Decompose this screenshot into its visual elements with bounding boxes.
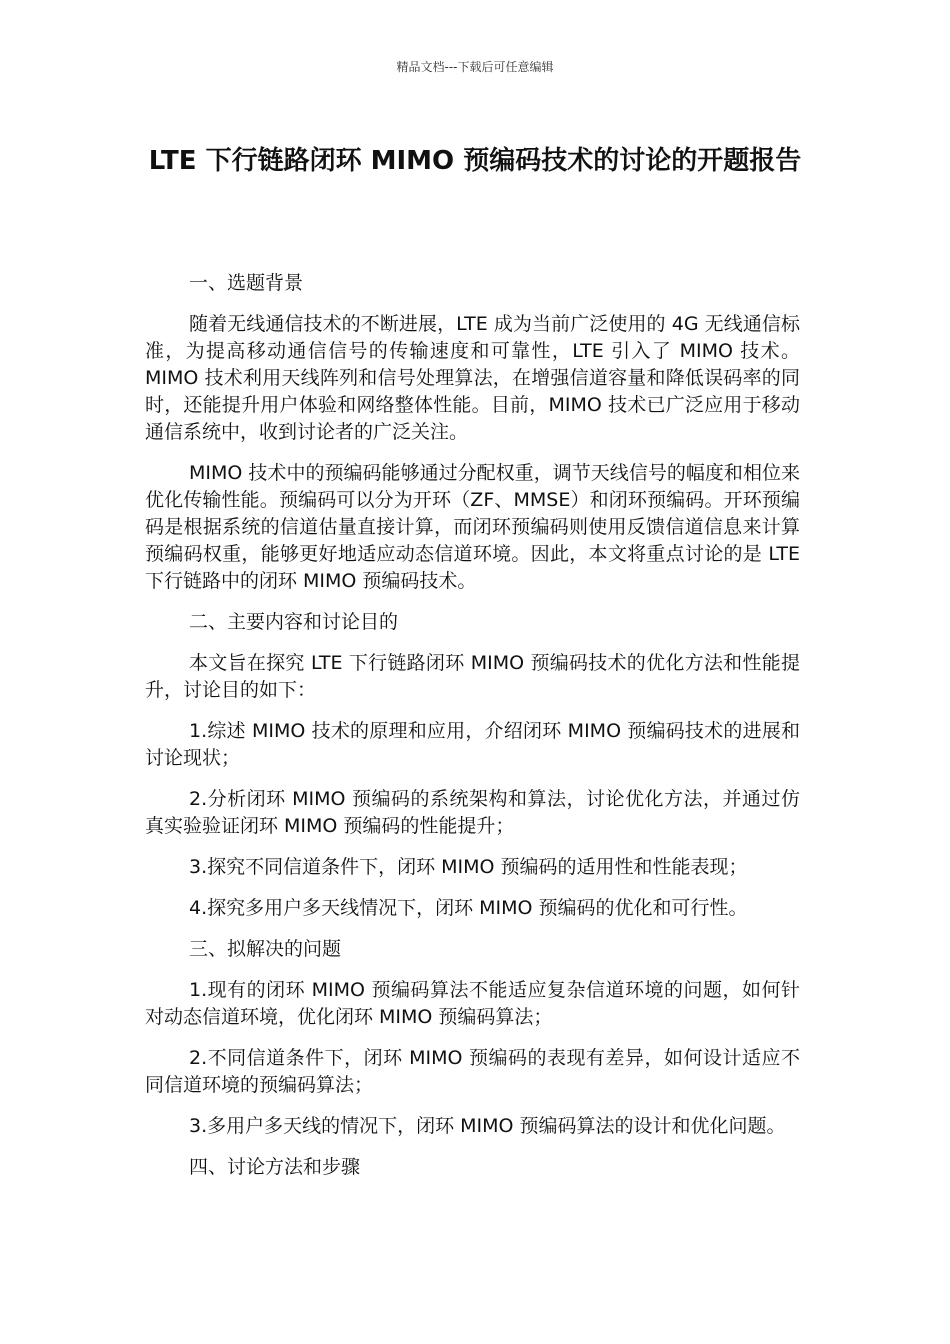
problem-item-2: 2.不同信道条件下，闭环 MIMO 预编码的表现有差异，如何设计适应不同信道环境的预编码算法； [145,1047,800,1096]
document-title: LTE 下行链路闭环 MIMO 预编码技术的讨论的开题报告 [148,146,802,176]
goal-item-4: 4.探究多用户多天线情况下，闭环 MIMO 预编码的优化和可行性。 [189,897,748,919]
problem-item-1: 1.现有的闭环 MIMO 预编码算法不能适应复杂信道环境的问题，如何针对动态信道环境，优化闭环 MIMO 预编码算法； [145,979,800,1028]
section-heading-content-goals: 二、主要内容和讨论目的 [189,611,399,633]
section-heading-problems: 三、拟解决的问题 [189,938,342,960]
goal-item-2: 2.分析闭环 MIMO 预编码的系统架构和算法，讨论优化方法，并通过仿真实验验证闭环 MIMO 预编码的性能提升； [145,788,800,837]
goal-item-3: 3.探究不同信道条件下，闭环 MIMO 预编码的适用性和性能表现； [189,856,748,878]
section-heading-methods: 四、讨论方法和步骤 [189,1156,361,1178]
paragraph-background-2: MIMO 技术中的预编码能够通过分配权重，调节天线信号的幅度和相位来优化传输性能。预编码可以分为开环（ZF、MMSE）和闭环预编码。开环预编码是根据系统的信道估量直接计算，而闭环预编码则使用反馈信道信息来计算预编码权重，能够更好地适应动态信道环境。因此，本文将重点讨论的是 LTE 下行链路中的闭环 MIMO 预编码技术。 [145,462,800,592]
goal-item-1: 1.综述 MIMO 技术的原理和应用，介绍闭环 MIMO 预编码技术的进展和讨论现状； [145,720,800,769]
document-body [145,270,800,1195]
section-heading-background: 一、选题背景 [189,272,304,294]
problem-item-3: 3.多用户多天线的情况下，闭环 MIMO 预编码算法的设计和优化问题。 [189,1115,786,1137]
paragraph-goals-intro: 本文旨在探究 LTE 下行链路闭环 MIMO 预编码技术的优化方法和性能提升，讨论目的如下： [145,652,800,701]
page-header-note: 精品文档---下载后可任意编辑 [396,60,554,74]
paragraph-background-1: 随着无线通信技术的不断进展，LTE 成为当前广泛使用的 4G 无线通信标准，为提高移动通信信号的传输速度和可靠性，LTE 引入了 MIMO 技术。MIMO 技术利用天线阵列和信号处理算法，在增强信道容量和降低误码率的同时，还能提升用户体验和网络整体性能。目前，MIMO 技术已广泛应用于移动通信系统中，收到讨论者的广泛关注。 [145,313,800,443]
